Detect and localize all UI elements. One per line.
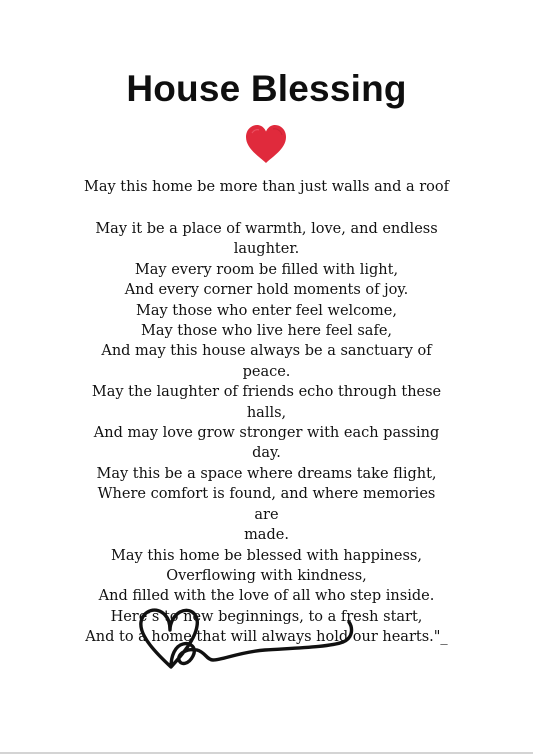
page-title: House Blessing xyxy=(126,68,407,109)
poem-lines xyxy=(85,219,448,648)
poem-line: May those who live here feel safe, xyxy=(140,323,393,340)
heart-icon xyxy=(243,123,289,165)
heart-scribble-icon xyxy=(135,600,357,675)
poem-line: And may love grow stronger with each passing day. xyxy=(93,425,440,462)
poem-line: May the laughter of friends echo through these xyxy=(91,384,442,401)
poem-line: May those who enter feel welcome, xyxy=(136,302,397,319)
poem-line: Overflowing with kindness, xyxy=(166,567,367,584)
poem-line: made. xyxy=(244,527,289,544)
poem-line: And may this house always be a sanctuary of peace. xyxy=(101,343,432,380)
poem-line: halls, xyxy=(246,404,287,421)
poem-line: May it be a place of warmth, love, and endless xyxy=(95,221,438,237)
poem-line: Here’s to new beginnings, to a fresh start, xyxy=(110,608,423,625)
poem-line: May this be a space where dreams take flight, xyxy=(96,465,437,482)
poem-line: laughter. xyxy=(233,241,300,258)
poem-line: May every room be filled with light, xyxy=(134,261,399,278)
intro-line: May this home be more than just walls and a roof xyxy=(84,179,449,195)
poem-line: And to a home that will always hold our hearts."_ xyxy=(85,629,448,646)
poem-line: May this home be blessed with happiness, xyxy=(111,547,422,564)
poem-line: And every corner hold moments of joy. xyxy=(124,282,409,299)
poem-line: Where comfort is found, and where memories are xyxy=(97,486,436,523)
poem-line: And filled with the love of all who step inside. xyxy=(98,588,435,605)
